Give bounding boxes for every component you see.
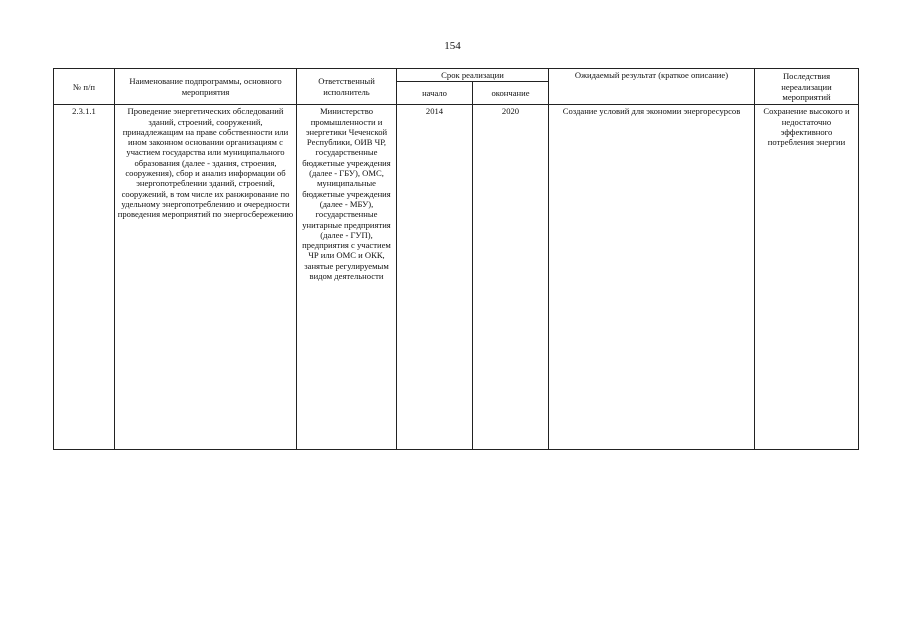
page-number: 154: [444, 40, 461, 52]
cell-name: Проведение энергетических обследований зданий, строений, сооружений, принадлежащим на праве собственности или ином законном основании организациям с участием государства или муниципального образования (далее - здания, строения, сооружения), сбор и анализ информации об энергопотреблении зданий, строений, сооружений, в том числе их ранжирование по удельному энергопотреблению и очередности проведения мероприятий по энергосбережению: [115, 105, 297, 450]
cell-consequences: Сохранение высокого и недостаточно эффективного потребления энергии: [755, 105, 859, 450]
header-consequences: Последствия нереализации мероприятий: [755, 69, 859, 105]
cell-start: 2014: [397, 105, 473, 450]
header-period-end: окончание: [473, 82, 549, 105]
cell-result: Создание условий для экономии энергоресурсов: [549, 105, 755, 450]
header-num: № п/п: [54, 69, 115, 105]
cell-executor: Министерство промышленности и энергетики Чеченской Республики, ОИВ ЧР, государственные бюджетные учреждения (далее - ГБУ), ОМС, муниципальные бюджетные учреждения (далее - МБУ), государственные унитарные предприятия (далее - ГУП), предприятия с участием ЧР или ОМС и ОКК, занятые регулируемым видом деятельности: [297, 105, 397, 450]
table-row: [54, 105, 859, 450]
measures-table: [53, 68, 859, 450]
header-name: Наименование подпрограммы, основного мероприятия: [115, 69, 297, 105]
header-result: Ожидаемый результат (краткое описание): [549, 69, 755, 105]
cell-end: 2020: [473, 105, 549, 450]
cell-num: 2.3.1.1: [54, 105, 115, 450]
header-period: Срок реализации: [397, 69, 549, 82]
header-period-start: начало: [397, 82, 473, 105]
header-executor: Ответственный исполнитель: [297, 69, 397, 105]
